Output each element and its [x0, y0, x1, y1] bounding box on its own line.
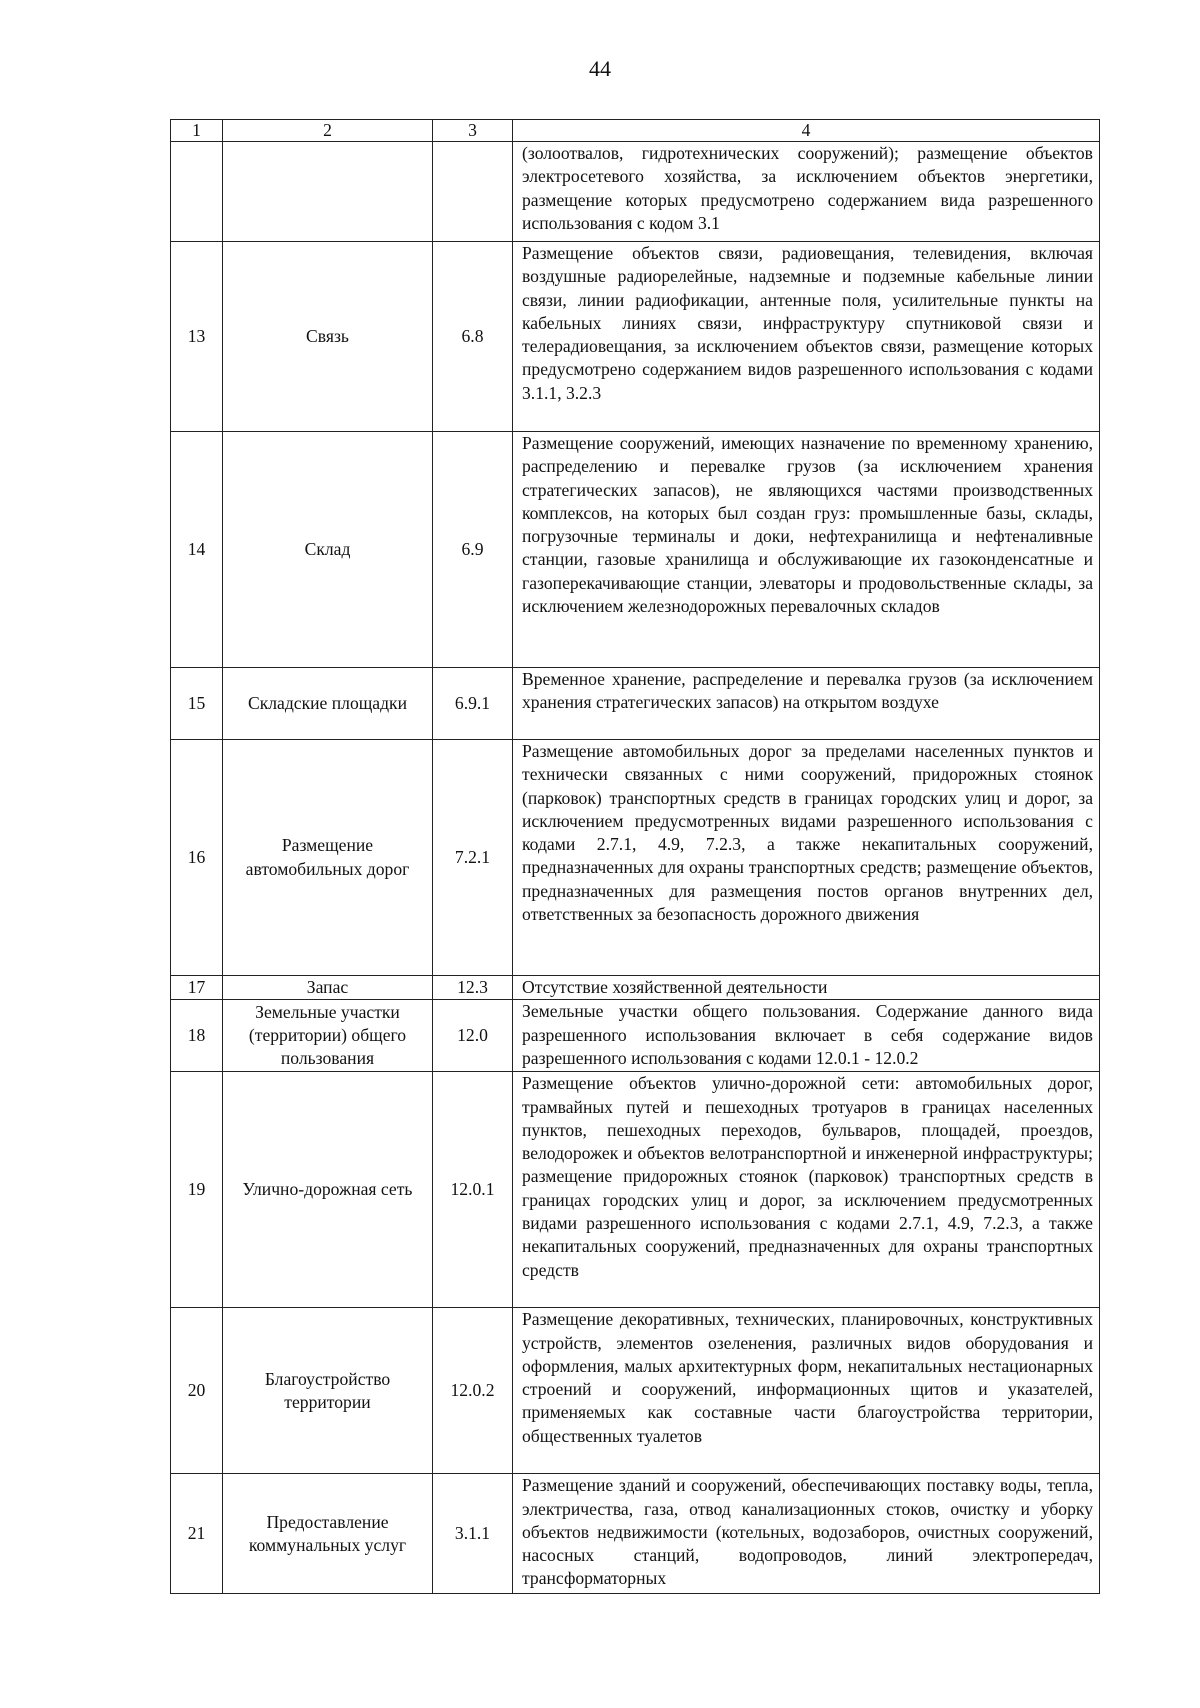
land-use-code: 6.9.1	[433, 668, 513, 740]
table-row	[171, 142, 1100, 242]
column-header-description: 4	[513, 120, 1100, 142]
land-use-name	[223, 142, 433, 242]
land-use-code: 12.0.2	[433, 1308, 513, 1474]
row-number: 13	[171, 242, 223, 432]
land-use-description: Размещение объектов улично-дорожной сети: автомобильных дорог, трамвайных путей и пешеходных тротуаров в границах населенных пунктов, пешеходных переходов, бульваров, площадей, проездов, велодорожек и объектов велотранспортной и инженерной инфраструктуры; размещение придорожных стоянок (парковок) транспортных средств в границах городских улиц и дорог, за исключением предусмотренных видами разрешенного использования с кодами 2.7.1, 4.9, 7.2.3, а также некапитальных сооружений, предназначенных для охраны транспортных средств	[513, 1072, 1100, 1308]
table-row	[171, 740, 1100, 976]
land-use-code: 12.0	[433, 1000, 513, 1072]
land-use-code: 3.1.1	[433, 1474, 513, 1594]
row-number: 18	[171, 1000, 223, 1072]
land-use-description: (золоотвалов, гидротехнических сооружений); размещение объектов электросетевого хозяйства, за исключением объектов энергетики, размещение которых предусмотрено содержанием вида разрешенного использования с кодом 3.1	[513, 142, 1100, 242]
land-use-code: 7.2.1	[433, 740, 513, 976]
land-use-name: Складские площадки	[223, 668, 433, 740]
land-use-description: Размещение зданий и сооружений, обеспечивающих поставку воды, тепла, электричества, газа, отвод канализационных стоков, очистку и уборку объектов недвижимости (котельных, водозаборов, очистных сооружений, насосных станций, водопроводов, линий электропередач, трансформаторных	[513, 1474, 1100, 1594]
land-use-name: Запас	[223, 976, 433, 1000]
land-use-name: Земельные участки (территории) общего пользования	[223, 1000, 433, 1072]
row-number: 15	[171, 668, 223, 740]
land-use-code: 6.9	[433, 432, 513, 668]
land-use-description: Размещение автомобильных дорог за пределами населенных пунктов и технически связанных с ними сооружений, придорожных стоянок (парковок) транспортных средств в границах городских улиц и дорог, за исключением предусмотренных видами разрешенного использования с кодами 2.7.1, 4.9, 7.2.3, а также некапитальных сооружений, предназначенных для охраны транспортных средств; размещение объектов, предназначенных для размещения постов органов внутренних дел, ответственных за безопасность дорожного движения	[513, 740, 1100, 976]
land-use-description: Размещение декоративных, технических, планировочных, конструктивных устройств, элементов озеленения, различных видов оборудования и оформления, малых архитектурных форм, некапитальных нестационарных строений и сооружений, информационных щитов и указателей, применяемых как составные части благоустройства территории, общественных туалетов	[513, 1308, 1100, 1474]
land-use-code: 12.3	[433, 976, 513, 1000]
table-row	[171, 668, 1100, 740]
column-header-number: 1	[171, 120, 223, 142]
row-number: 19	[171, 1072, 223, 1308]
table-header-row	[171, 120, 1100, 142]
land-use-name: Благоустройство территории	[223, 1308, 433, 1474]
column-header-name: 2	[223, 120, 433, 142]
land-use-name: Склад	[223, 432, 433, 668]
row-number: 20	[171, 1308, 223, 1474]
land-use-name: Предоставление коммунальных услуг	[223, 1474, 433, 1594]
land-use-description: Размещение объектов связи, радиовещания, телевидения, включая воздушные радиорелейные, надземные и подземные кабельные линии связи, линии радиофикации, антенные поля, усилительные пункты на кабельных линиях связи, инфраструктуру спутниковой связи и телерадиовещания, за исключением объектов связи, размещение которых предусмотрено содержанием видов разрешенного использования с кодами 3.1.1, 3.2.3	[513, 242, 1100, 432]
table-row	[171, 1000, 1100, 1072]
land-use-description: Земельные участки общего пользования. Содержание данного вида разрешенного использования включает в себя содержание видов разрешенного использования с кодами 12.0.1 - 12.0.2	[513, 1000, 1100, 1072]
land-use-code	[433, 142, 513, 242]
table-row	[171, 1072, 1100, 1308]
page-number: 44	[589, 56, 611, 81]
land-use-code: 6.8	[433, 242, 513, 432]
land-use-table	[170, 119, 1100, 1594]
row-number: 21	[171, 1474, 223, 1594]
land-use-description: Временное хранение, распределение и перевалка грузов (за исключением хранения стратегических запасов) на открытом воздухе	[513, 668, 1100, 740]
land-use-name: Связь	[223, 242, 433, 432]
land-use-description: Отсутствие хозяйственной деятельности	[513, 976, 1100, 1000]
table-row	[171, 432, 1100, 668]
land-use-name: Улично-дорожная сеть	[223, 1072, 433, 1308]
row-number: 16	[171, 740, 223, 976]
table-row	[171, 1308, 1100, 1474]
row-number: 14	[171, 432, 223, 668]
land-use-name: Размещение автомобильных дорог	[223, 740, 433, 976]
column-header-code: 3	[433, 120, 513, 142]
row-number	[171, 142, 223, 242]
land-use-code: 12.0.1	[433, 1072, 513, 1308]
row-number: 17	[171, 976, 223, 1000]
table-row	[171, 976, 1100, 1000]
land-use-description: Размещение сооружений, имеющих назначение по временному хранению, распределению и перевалке грузов (за исключением хранения стратегических запасов), не являющихся частями производственных комплексов, на которых был создан груз: промышленные базы, склады, погрузочные терминалы и доки, нефтехранилища и нефтеналивные станции, газовые хранилища и обслуживающие их газоконденсатные и газоперекачивающие станции, элеваторы и продовольственные склады, за исключением железнодорожных перевалочных складов	[513, 432, 1100, 668]
table-row	[171, 1474, 1100, 1594]
table-row	[171, 242, 1100, 432]
